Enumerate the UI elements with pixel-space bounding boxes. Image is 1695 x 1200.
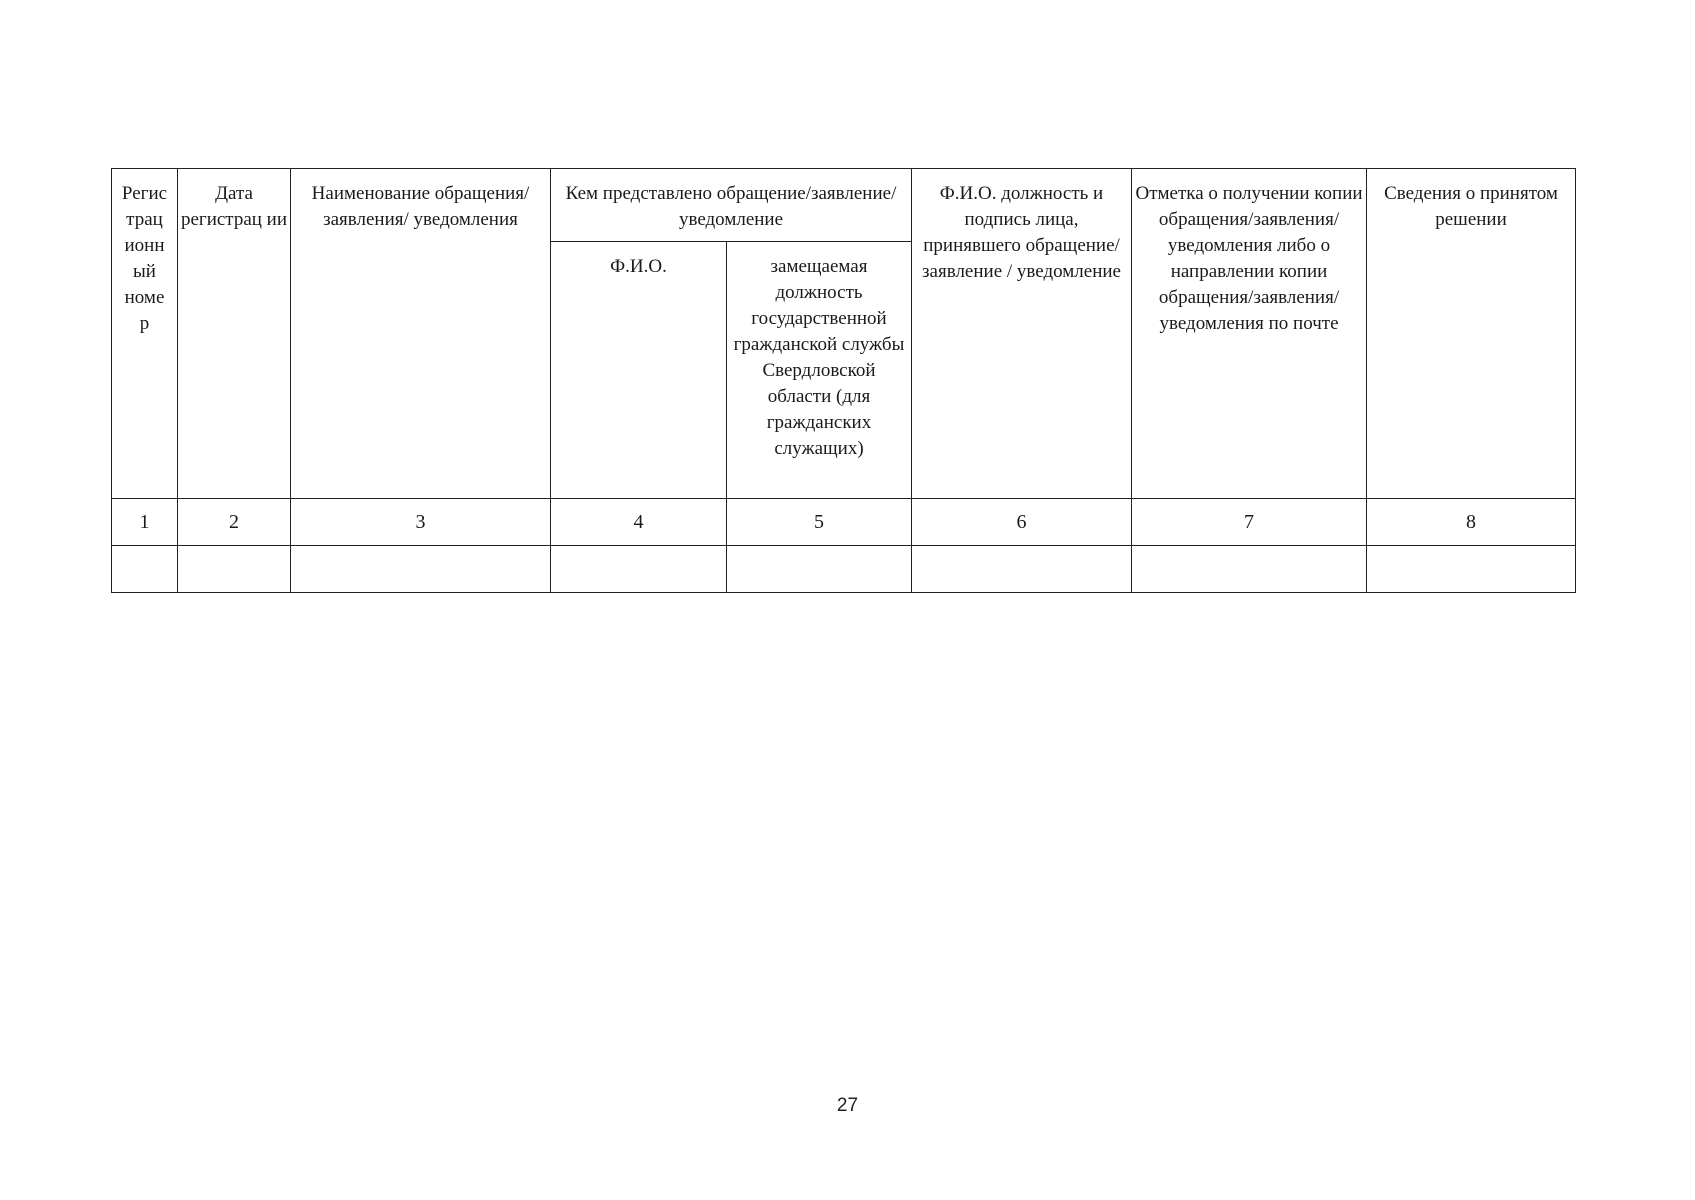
header-registration-number-line: трац bbox=[126, 209, 163, 230]
header-accepted-by: Ф.И.О. должность и подпись лица, принявшего обращение/заявление / уведомление bbox=[912, 169, 1132, 499]
table-cell bbox=[1367, 546, 1576, 593]
header-submitter-position: замещаемая должность государственной гражданской службы Свердловской области (для гражданских служащих) bbox=[727, 242, 912, 499]
table-cell bbox=[178, 546, 291, 593]
header-decision: Сведения о принятом решении bbox=[1367, 169, 1576, 499]
column-number: 4 bbox=[551, 499, 727, 546]
column-number-row bbox=[112, 499, 1576, 546]
header-registration-number-line: ый bbox=[133, 261, 156, 282]
column-number: 2 bbox=[178, 499, 291, 546]
column-number: 6 bbox=[912, 499, 1132, 546]
header-submitted-by: Кем представлено обращение/заявление/уведомление bbox=[551, 169, 912, 242]
header-registration-number-line: р bbox=[139, 313, 150, 334]
column-number: 3 bbox=[291, 499, 551, 546]
header-registration-number-line: Регис bbox=[121, 183, 168, 204]
table-cell bbox=[1132, 546, 1367, 593]
table-row bbox=[112, 546, 1576, 593]
header-registration-date: Дата регистрац ии bbox=[178, 169, 291, 499]
header-document-title: Наименование обращения/заявления/ уведомления bbox=[291, 169, 551, 499]
table-cell bbox=[912, 546, 1132, 593]
header-registration-number-line: номе bbox=[124, 287, 165, 308]
table-header-row bbox=[112, 169, 1576, 242]
column-number: 1 bbox=[112, 499, 178, 546]
registration-journal-table bbox=[111, 168, 1576, 593]
page-number: 27 bbox=[836, 1095, 859, 1116]
table-cell bbox=[551, 546, 727, 593]
header-submitter-name: Ф.И.О. bbox=[551, 242, 727, 499]
table-cell bbox=[112, 546, 178, 593]
header-registration-number bbox=[112, 169, 178, 499]
table-cell bbox=[727, 546, 912, 593]
column-number: 8 bbox=[1367, 499, 1576, 546]
column-number: 5 bbox=[727, 499, 912, 546]
table-cell bbox=[291, 546, 551, 593]
header-registration-number-line: ионн bbox=[124, 235, 165, 256]
column-number: 7 bbox=[1132, 499, 1367, 546]
header-copy-mark: Отметка о получении копии обращения/заявления/ уведомления либо о направлении копии обращения/заявления/ уведомления по почте bbox=[1132, 169, 1367, 499]
